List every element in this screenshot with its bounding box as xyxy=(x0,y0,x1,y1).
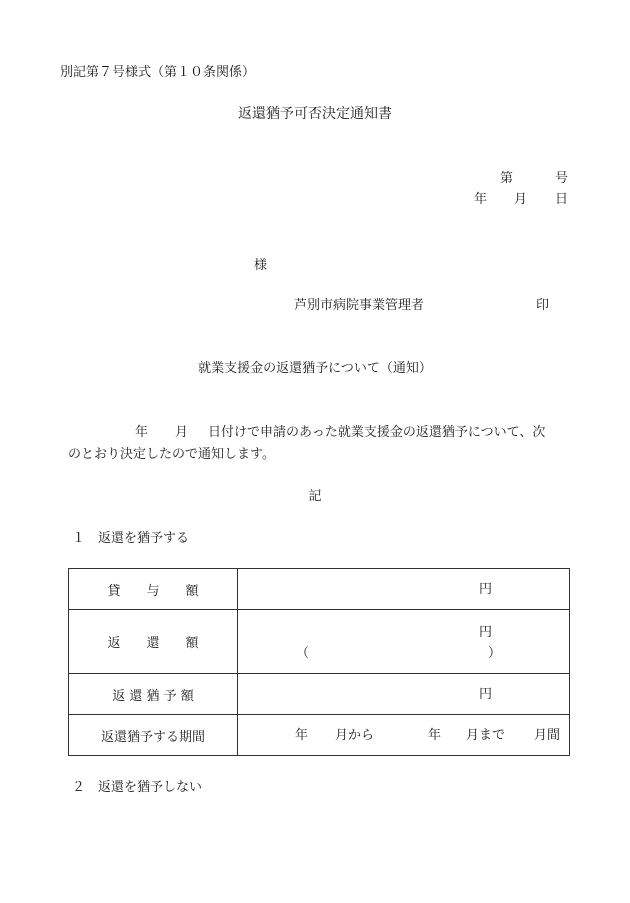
deferral-amount-value xyxy=(238,674,570,715)
deferral-period-value xyxy=(238,715,570,756)
body-text-line1: 日付けで申請のあった就業支援金の返還猶予について、次 xyxy=(208,425,546,440)
ki-heading: 記 xyxy=(308,489,322,504)
period-months: 月間 xyxy=(534,728,561,743)
deferral-period-label: 返還猶予する期間 xyxy=(69,715,238,756)
date-year: 年 xyxy=(474,192,488,207)
item-deny-deferral: ２ 返還を猶予しない xyxy=(72,780,203,795)
deferral-amount-label: 返 還 猶 予 額 xyxy=(69,674,238,715)
date-day: 日 xyxy=(555,192,569,207)
deferral-amount-unit: 円 xyxy=(479,687,493,702)
date-month: 月 xyxy=(514,192,528,207)
form-number-label: 別記第７号様式（第１０条関係） xyxy=(60,65,256,80)
addressee-honorific: 様 xyxy=(254,258,268,273)
seal-mark: 印 xyxy=(536,298,550,313)
body-year: 年 xyxy=(135,425,149,440)
period-start-month: 月から xyxy=(335,728,375,743)
repayment-paren-open: （ xyxy=(296,646,310,661)
period-start-year: 年 xyxy=(295,728,309,743)
repayment-paren-close: ） xyxy=(488,646,502,661)
notice-subject: 就業支援金の返還猶予について（通知） xyxy=(198,361,432,376)
deferral-table xyxy=(68,568,570,756)
repayment-amount-label: 返 還 額 xyxy=(69,610,238,674)
body-month: 月 xyxy=(175,425,189,440)
loan-amount-value xyxy=(238,569,570,610)
table-row xyxy=(69,610,570,674)
table-row xyxy=(69,674,570,715)
reference-number-suffix: 号 xyxy=(555,171,569,186)
loan-amount-unit: 円 xyxy=(479,582,493,597)
reference-number-prefix: 第 xyxy=(500,171,514,186)
loan-amount-label: 貸 与 額 xyxy=(69,569,238,610)
table-row xyxy=(69,569,570,610)
item-grant-deferral: １ 返還を猶予する xyxy=(72,531,190,546)
period-end-month: 月まで xyxy=(466,728,506,743)
sender-name: 芦別市病院事業管理者 xyxy=(294,298,425,313)
repayment-amount-value xyxy=(238,610,570,674)
table-row xyxy=(69,715,570,756)
body-text-line2: のとおり決定したので通知します。 xyxy=(68,447,275,462)
repayment-amount-unit: 円 xyxy=(479,625,493,640)
document-title: 返還猶予可否決定通知書 xyxy=(238,106,392,122)
period-end-year: 年 xyxy=(428,728,442,743)
